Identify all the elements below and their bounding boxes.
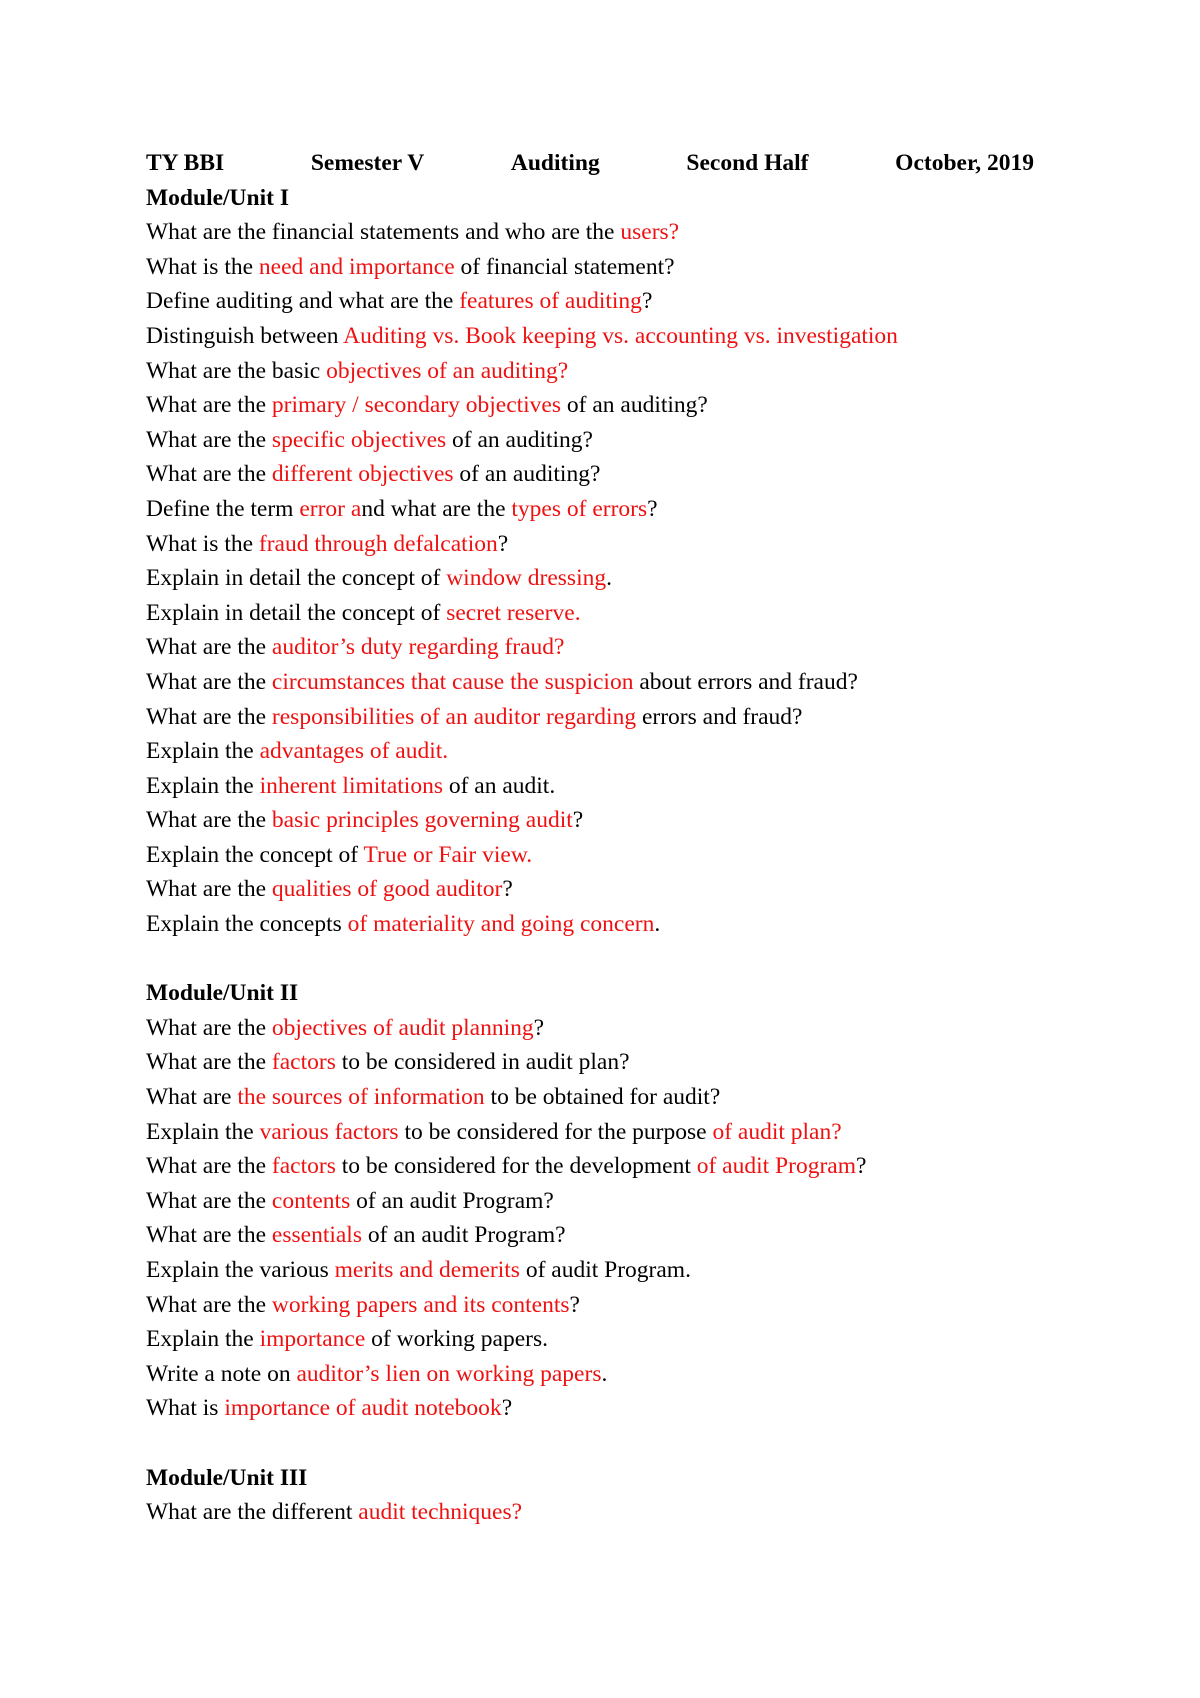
question-line: [146, 492, 1046, 527]
question-text: errors and fraud?: [636, 703, 803, 730]
question-line: [146, 388, 1046, 423]
highlighted-text: specific objectives: [271, 426, 447, 453]
highlighted-text: qualities of good auditor: [271, 876, 503, 903]
highlighted-text: error a: [299, 495, 362, 522]
question-text: of financial statement?: [454, 253, 675, 280]
question-text: Write a note on: [146, 1360, 297, 1387]
question-text: What is the: [146, 253, 259, 280]
module-title: Module/Unit II: [146, 980, 299, 1007]
highlighted-text: need and importance: [258, 253, 455, 280]
question-text: What are the: [146, 1187, 272, 1214]
highlighted-text: importance of audit notebook: [224, 1395, 502, 1422]
question-text: What are the: [146, 876, 272, 903]
question-text: What are the different: [146, 1499, 359, 1526]
question-text: of an auditing?: [453, 461, 601, 488]
question-text: .: [654, 911, 661, 938]
question-line: [146, 423, 1046, 458]
question-line: [146, 769, 1046, 804]
question-text: Explain the: [146, 772, 260, 799]
question-text: of working papers.: [365, 1326, 549, 1353]
document-page: [146, 146, 1046, 1530]
question-line: [146, 1288, 1046, 1323]
question-text: What are the: [146, 634, 272, 661]
modules-container: [146, 181, 1046, 1530]
question-line: [146, 215, 1046, 250]
highlighted-text: merits and demerits: [334, 1257, 520, 1283]
question-text: to be considered for the development: [335, 1153, 697, 1180]
highlighted-text: the sources of information: [237, 1084, 485, 1111]
question-text: ?: [569, 1291, 580, 1318]
highlighted-text: of audit plan?: [712, 1118, 842, 1145]
highlighted-text: fraud through defalcation: [258, 530, 498, 557]
question-line: [146, 734, 1046, 769]
question-text: What are the: [146, 1049, 272, 1076]
question-text: of an audit Program?: [362, 1222, 566, 1249]
question-text: of an audit Program?: [350, 1187, 554, 1214]
question-text: of an auditing?: [446, 426, 593, 453]
question-line: [146, 872, 1046, 907]
question-line: [146, 1357, 1046, 1392]
question-text: Define the term: [146, 495, 300, 522]
highlighted-text: auditor’s duty regarding fraud?: [271, 634, 565, 661]
question-text: Explain the: [146, 738, 260, 765]
question-text: ?: [641, 288, 653, 315]
header-course: TY BBI: [146, 150, 225, 176]
question-text: What are the: [146, 461, 272, 488]
highlighted-text: factors: [271, 1049, 336, 1076]
highlighted-text: circumstances that cause the suspicion: [271, 668, 634, 695]
question-text: What are the: [146, 392, 272, 419]
question-text: Explain in detail the concept of: [146, 599, 447, 626]
highlighted-text: advantages of audit.: [259, 738, 449, 765]
highlighted-text: inherent limitations: [259, 772, 443, 799]
highlighted-text: objectives of audit planning: [271, 1014, 534, 1041]
question-text: What are the financial statements and who are the: [146, 219, 621, 246]
highlighted-text: users?: [620, 219, 680, 246]
question-text: ?: [501, 1395, 513, 1422]
question-line: [146, 1045, 1046, 1080]
question-text: What are: [146, 1084, 238, 1111]
question-text: Explain the concept of: [146, 841, 364, 868]
highlighted-text: types of errors: [511, 495, 648, 522]
document-header: [146, 146, 1034, 181]
question-text: What are the: [146, 426, 272, 453]
highlighted-text: of materiality and going concern: [347, 911, 655, 938]
highlighted-text: Auditing vs. Book keeping vs. accounting vs. investigation: [343, 322, 898, 349]
question-text: What are the: [146, 703, 272, 730]
question-line: [146, 700, 1046, 735]
question-line: [146, 561, 1046, 596]
question-text: Explain the: [146, 1326, 260, 1353]
question-text: What are the: [146, 1291, 272, 1318]
question-text: Distinguish between: [146, 322, 344, 349]
question-line: [146, 596, 1046, 631]
question-line: [146, 1495, 1046, 1530]
question-text: What are the: [146, 1153, 272, 1180]
question-text: ?: [533, 1014, 545, 1041]
question-text: .: [606, 565, 612, 592]
highlighted-text: importance: [259, 1326, 366, 1353]
highlighted-text: window dressing: [446, 565, 607, 592]
highlighted-text: essentials: [271, 1222, 362, 1249]
question-text: ?: [855, 1153, 867, 1180]
question-text: What is the: [146, 530, 259, 557]
question-text: What is: [146, 1395, 225, 1422]
highlighted-text: factors: [271, 1153, 336, 1180]
highlighted-text: True or Fair view.: [363, 841, 533, 868]
question-line: [146, 354, 1046, 389]
module-title: Module/Unit III: [146, 1464, 308, 1491]
question-text: What are the: [146, 807, 272, 834]
question-text: .: [601, 1360, 608, 1387]
question-text: of an audit.: [442, 772, 556, 799]
question-text: to be considered for the purpose: [398, 1118, 713, 1145]
question-line: [146, 1080, 1046, 1115]
question-text: Explain the various: [146, 1257, 335, 1283]
question-line: [146, 1149, 1046, 1184]
header-semester: Semester V: [310, 150, 425, 176]
question-line: [146, 1011, 1046, 1046]
section-spacer: [146, 1426, 1046, 1461]
header-half: Second Half: [686, 150, 809, 176]
question-line: [146, 1253, 1046, 1288]
question-line: [146, 1115, 1046, 1150]
highlighted-text: various factors: [259, 1118, 399, 1145]
question-line: [146, 1391, 1046, 1426]
question-line: [146, 457, 1046, 492]
module-section: [146, 1461, 1046, 1530]
question-text: What are the: [146, 1014, 272, 1041]
question-line: [146, 1218, 1046, 1253]
highlighted-text: responsibilities of an auditor regarding: [271, 703, 637, 730]
highlighted-text: of audit Program: [696, 1153, 856, 1180]
question-text: Explain in detail the concept of: [146, 565, 447, 592]
question-line: [146, 838, 1046, 873]
highlighted-text: objectives of an auditing?: [326, 357, 569, 384]
highlighted-text: auditor’s lien on working papers: [296, 1360, 602, 1387]
question-text: ?: [647, 495, 658, 522]
question-text: of an auditing?: [561, 392, 708, 419]
section-spacer: [146, 942, 1046, 977]
question-line: [146, 907, 1046, 942]
question-line: [146, 319, 1046, 354]
question-line: [146, 665, 1046, 700]
question-text: about errors and fraud?: [633, 668, 858, 695]
question-text: nd what are the: [361, 495, 512, 522]
question-text: Explain the concepts: [146, 911, 348, 938]
module-title: Module/Unit I: [146, 184, 289, 211]
question-line: [146, 803, 1046, 838]
header-date: October, 2019: [895, 150, 1034, 176]
highlighted-text: audit techniques?: [358, 1499, 523, 1526]
question-text: ?: [497, 530, 509, 557]
question-line: [146, 284, 1046, 319]
highlighted-text: contents: [271, 1187, 351, 1214]
question-line: [146, 1322, 1046, 1357]
question-line: [146, 250, 1046, 285]
question-text: ?: [502, 876, 513, 903]
question-line: [146, 1184, 1046, 1219]
question-line: [146, 527, 1046, 562]
header-subject: Auditing: [510, 150, 600, 176]
highlighted-text: basic principles governing audit: [271, 807, 573, 834]
question-text: of audit Program.: [519, 1257, 691, 1283]
question-text: ?: [572, 807, 584, 834]
question-text: What are the: [146, 1222, 272, 1249]
highlighted-text: different objectives: [271, 461, 454, 488]
question-line: [146, 630, 1046, 665]
question-text: What are the basic: [146, 357, 327, 384]
module-section: [146, 976, 1046, 1426]
question-text: to be considered in audit plan?: [335, 1049, 630, 1076]
question-text: to be obtained for audit?: [484, 1084, 721, 1111]
question-text: Explain the: [146, 1118, 260, 1145]
highlighted-text: working papers and its contents: [271, 1291, 570, 1318]
highlighted-text: secret reserve.: [446, 599, 581, 626]
question-text: What are the: [146, 668, 272, 695]
module-section: [146, 181, 1046, 942]
question-text: Define auditing and what are the: [146, 288, 460, 315]
highlighted-text: primary / secondary objectives: [271, 392, 562, 419]
highlighted-text: features of auditing: [459, 288, 642, 315]
